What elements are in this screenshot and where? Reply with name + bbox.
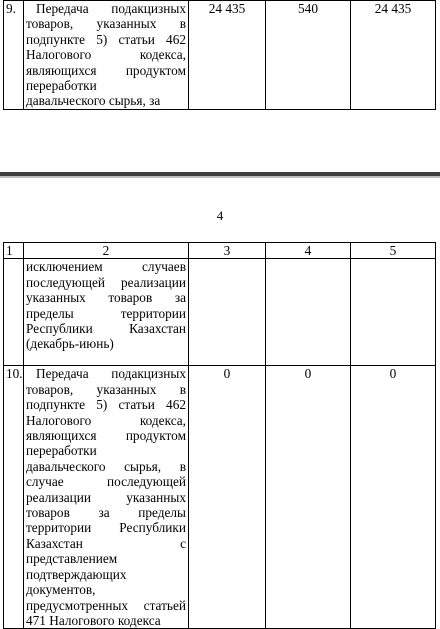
cell-col5: 0 — [351, 366, 436, 629]
description-line: реализации указанных — [26, 489, 186, 505]
row-description — [24, 366, 189, 629]
cell-col5 — [351, 259, 436, 366]
description-text — [26, 1, 186, 109]
description-line: Налогового кодекса, — [26, 412, 186, 428]
cell-col3: 24 435 — [189, 1, 266, 110]
description-line: последующей реализации — [26, 274, 186, 290]
description-line: переработки — [26, 443, 97, 459]
description-line: давальческого сырья, в — [26, 458, 186, 474]
description-line: товаров, указанных в — [26, 16, 186, 32]
column-header-5: 5 — [351, 243, 436, 259]
description-line: Передача подакцизных — [36, 366, 186, 382]
description-line: территории Республики — [26, 520, 186, 536]
row-description — [24, 259, 189, 366]
row-description — [24, 1, 189, 110]
table-fragment-top — [3, 0, 436, 110]
description-line: исключением случаев — [26, 259, 186, 275]
cell-col3: 0 — [189, 366, 266, 629]
cell-col4: 0 — [266, 366, 351, 629]
cell-col4 — [266, 259, 351, 366]
description-line: подпункте 5) статьи 462 — [26, 31, 186, 47]
cell-col5: 24 435 — [351, 1, 436, 110]
description-line: пределы территории — [26, 305, 186, 321]
description-line: Казахстан с — [26, 535, 186, 551]
cell-col4: 540 — [266, 1, 351, 110]
description-line: указанных товаров за — [26, 290, 186, 306]
table-fragment-bottom — [3, 242, 436, 629]
row-number: 9. — [4, 1, 24, 110]
page-number: 4 — [216, 208, 224, 223]
column-header-3: 3 — [189, 243, 266, 259]
description-line: представлением — [26, 551, 118, 567]
table-row — [4, 1, 436, 110]
description-line: 471 Налогового кодекса — [26, 612, 161, 628]
description-line: (декабрь-июнь) — [26, 336, 114, 352]
column-header-2: 2 — [24, 243, 189, 259]
description-line: документов, — [26, 582, 96, 598]
table-row — [4, 366, 436, 629]
description-line: подтверждающих — [26, 566, 127, 582]
description-line: являющихся продуктом — [26, 428, 186, 444]
description-text — [26, 366, 186, 628]
description-line: Республики Казахстан — [26, 321, 186, 337]
row-number — [4, 259, 24, 366]
description-line: Передача подакцизных — [36, 1, 186, 16]
column-header-1: 1 — [4, 243, 24, 259]
description-line: переработки — [26, 78, 97, 94]
table-row — [4, 259, 436, 366]
description-line: товаров за пределы — [26, 505, 186, 521]
description-line: случае последующей — [26, 474, 186, 490]
description-line: предусмотренных статьей — [26, 597, 186, 613]
cell-col3 — [189, 259, 266, 366]
description-line: Налогового кодекса, — [26, 47, 186, 63]
description-line: товаров, указанных в — [26, 381, 186, 397]
column-header-4: 4 — [266, 243, 351, 259]
row-number: 10. — [4, 366, 24, 629]
page-break-shadow — [0, 176, 440, 178]
table-header-row — [4, 243, 436, 259]
description-line: давальческого сырья, за — [26, 93, 161, 109]
description-text — [26, 259, 186, 351]
description-line: являющихся продуктом — [26, 62, 186, 78]
description-line: подпункте 5) статьи 462 — [26, 397, 186, 413]
